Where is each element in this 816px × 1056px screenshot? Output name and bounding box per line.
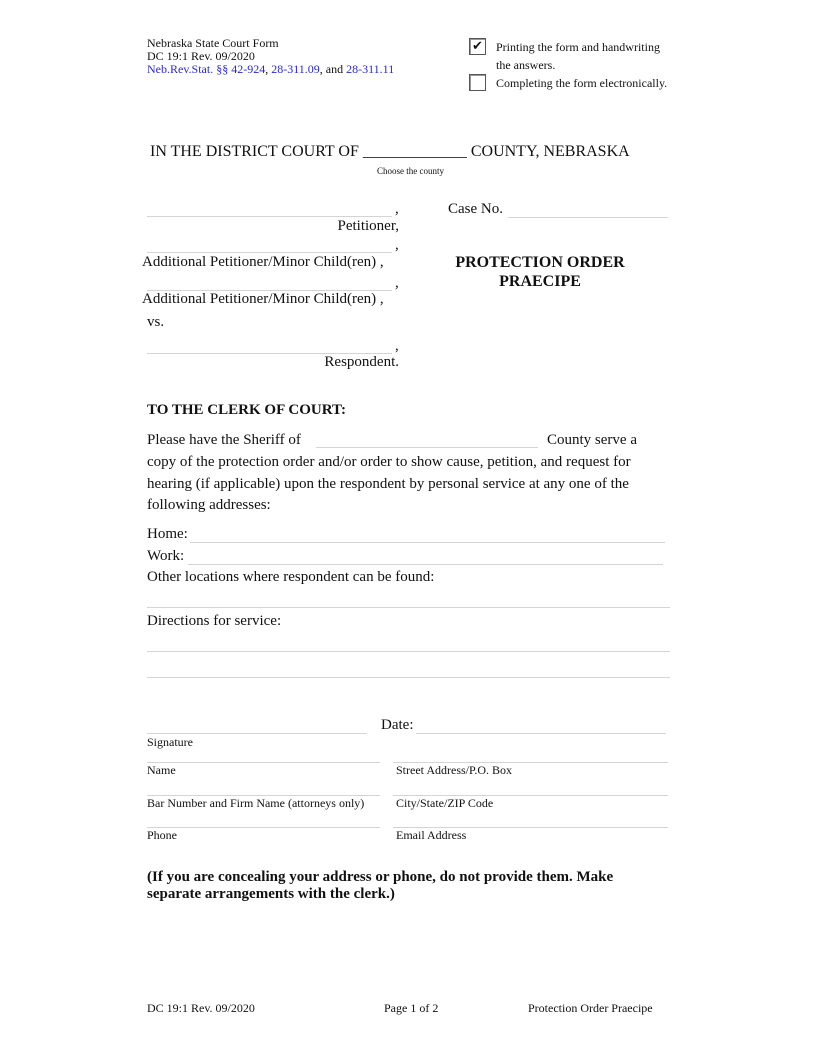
bar-number-label: Bar Number and Firm Name (attorneys only) bbox=[147, 796, 365, 810]
home-address-field[interactable] bbox=[190, 528, 665, 543]
versus-label: vs. bbox=[147, 314, 165, 330]
print-option-checkbox[interactable]: ✔ bbox=[469, 38, 486, 55]
county-hint: Choose the county bbox=[377, 166, 444, 176]
print-option-label: Printing the form and handwriting bbox=[496, 40, 660, 54]
signature-label: Signature bbox=[147, 735, 193, 749]
signature-field[interactable] bbox=[147, 733, 367, 734]
date-field[interactable] bbox=[416, 733, 666, 734]
instruction-text: copy of the protection order and/or order to show cause, petition, and request for bbox=[147, 454, 631, 470]
phone-field[interactable] bbox=[147, 827, 380, 828]
name-label: Name bbox=[147, 763, 176, 777]
comma: , bbox=[395, 275, 399, 291]
work-label: Work: bbox=[147, 548, 185, 564]
sheriff-county-field[interactable] bbox=[316, 433, 538, 448]
footer-form-number: DC 19:1 Rev. 09/2020 bbox=[147, 1001, 255, 1015]
statute-link-42-924[interactable]: Neb.Rev.Stat. §§ 42-924 bbox=[147, 62, 266, 76]
comma: , bbox=[395, 237, 399, 253]
directions-label: Directions for service: bbox=[147, 613, 282, 629]
phone-label: Phone bbox=[147, 828, 177, 842]
form-title-line-1: PROTECTION ORDER bbox=[455, 254, 625, 271]
other-locations-label: Other locations where respondent can be found: bbox=[147, 569, 435, 585]
directions-field-1[interactable] bbox=[147, 651, 670, 652]
additional-petitioner-1-label: Additional Petitioner/Minor Child(ren) , bbox=[142, 254, 384, 270]
court-heading: IN THE DISTRICT COURT OF _____________ COUNTY, NEBRASKA bbox=[150, 143, 630, 160]
city-state-zip-label: City/State/ZIP Code bbox=[396, 796, 494, 810]
county-select[interactable]: _____________ bbox=[362, 143, 467, 160]
sheriff-text: Please have the Sheriff of bbox=[147, 432, 301, 448]
electronic-option-checkbox[interactable] bbox=[469, 74, 486, 91]
form-title-line-2: PRAECIPE bbox=[499, 273, 581, 290]
instruction-text: following addresses: bbox=[147, 497, 271, 513]
petitioner-label: Petitioner, bbox=[337, 218, 399, 234]
respondent-label: Respondent. bbox=[324, 354, 399, 370]
petitioner-field[interactable] bbox=[147, 202, 392, 217]
street-label: Street Address/P.O. Box bbox=[396, 763, 513, 777]
concealment-notice-2: separate arrangements with the clerk.) bbox=[147, 886, 395, 902]
electronic-option-label: Completing the form electronically. bbox=[496, 76, 668, 90]
form-revision: DC 19:1 Rev. 09/2020 bbox=[147, 49, 255, 63]
directions-field-2[interactable] bbox=[147, 677, 670, 678]
statute-link-28-311-09[interactable]: 28-311.09 bbox=[271, 62, 320, 76]
county-serve-text: County serve a bbox=[547, 432, 637, 448]
additional-petitioner-2-label: Additional Petitioner/Minor Child(ren) , bbox=[142, 291, 384, 307]
respondent-field[interactable] bbox=[147, 339, 392, 354]
print-option-label-2: the answers. bbox=[496, 58, 556, 72]
additional-petitioner-2-field[interactable] bbox=[147, 276, 392, 291]
instruction-text: hearing (if applicable) upon the respondent by personal service at any one of the bbox=[147, 476, 629, 492]
other-locations-field[interactable] bbox=[147, 607, 670, 608]
home-label: Home: bbox=[147, 526, 188, 542]
statute-link-28-311-11[interactable]: 28-311.11 bbox=[346, 62, 395, 76]
case-number-field[interactable] bbox=[508, 203, 668, 218]
comma: , bbox=[395, 201, 399, 217]
comma: , bbox=[395, 338, 399, 354]
work-address-field[interactable] bbox=[188, 550, 663, 565]
form-name: Nebraska State Court Form bbox=[147, 36, 279, 50]
footer-form-title: Protection Order Praecipe bbox=[528, 1001, 653, 1015]
footer-page-number: Page 1 of 2 bbox=[384, 1001, 439, 1015]
concealment-notice: (If you are concealing your address or phone, do not provide them. Make bbox=[147, 869, 614, 885]
email-label: Email Address bbox=[396, 828, 467, 842]
statute-references: Neb.Rev.Stat. §§ 42-924, 28-311.09, and 28-311.11 bbox=[147, 62, 395, 76]
date-label: Date: bbox=[381, 717, 414, 733]
to-clerk-heading: TO THE CLERK OF COURT: bbox=[147, 402, 346, 418]
name-field[interactable] bbox=[147, 762, 380, 763]
case-number-label: Case No. bbox=[448, 201, 503, 217]
additional-petitioner-1-field[interactable] bbox=[147, 238, 392, 253]
